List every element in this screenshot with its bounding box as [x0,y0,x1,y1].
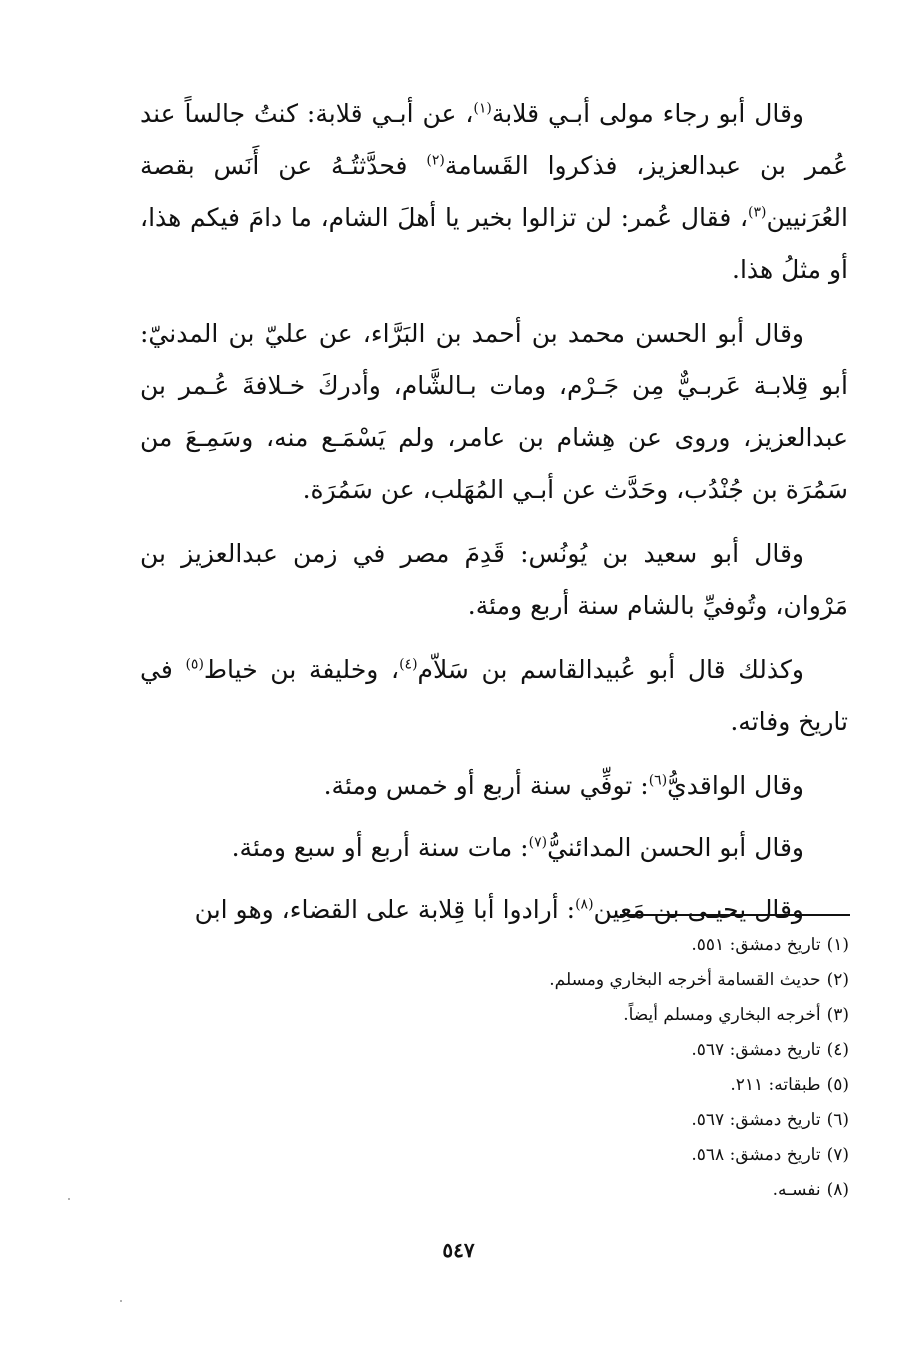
text-segment: ، فقال عُمر: لن تزالوا بخير يا أهلَ الشام، ما دامَ فيكم هذا، أو مثلُ هذا. [140,203,848,284]
footnote-text: تاريخ دمشق: ٥٥١. [691,935,821,955]
footnote-item [429,1103,849,1138]
footnote-item [429,1138,849,1173]
paragraph-madaini [140,822,848,874]
footnote-item [429,1068,849,1103]
footnote-ref-1[interactable]: (١) [473,100,492,117]
text-segment: فحدَّثتُـهُ عن أَنَس بقصة العُرَنيين [140,151,848,232]
scan-speck [120,1300,122,1302]
footnote-text: نفسـه. [772,1180,821,1200]
text-segment: وقال أبو سعيد بن يُونُس: قَدِمَ مصر في زمن عبدالعزيز بن مَرْوان، وتُوفيِّ بالشام سنة أربع ومئة. [140,539,848,620]
text-segment: وقال يحيـى بن مَعِين [593,895,804,924]
paragraph-abu-ubaid [140,644,848,748]
footnote-ref-3[interactable]: (٣) [748,204,767,221]
text-segment: وقال أبو الحسن المدائنيُّ [547,833,804,862]
footnote-ref-8[interactable]: (٨) [575,896,594,913]
page-number: ٥٤٧ [442,1238,475,1262]
text-segment: ، وخليفة بن خياط [203,655,400,684]
footnote-ref-5[interactable]: (٥) [185,656,204,673]
paragraph-abu-said [140,528,848,632]
text-segment: وكذلك قال أبو عُبيدالقاسم بن سَلاّم [417,655,804,684]
text-segment: : توفِّي سنة أربع أو خمس ومئة. [323,771,649,800]
text-segment: ، عن أبـي قلابة: كنتُ جالساً عند عُمر بن عبدالعزيز، فذكروا القَسامة [140,99,848,180]
footnote-item [429,1173,849,1208]
footnote-item [429,1033,849,1068]
footnote-ref-2[interactable]: (٢) [426,152,445,169]
text-segment: : أرادوا أبا قِلابة على القضاء، وهو ابن [194,895,576,924]
footnote-number: (٤) [826,1040,849,1060]
scan-speck [68,1198,70,1200]
paragraph-abu-raja [140,88,848,296]
footnote-number: (١) [826,935,849,955]
footnote-text: تاريخ دمشق: ٥٦٧. [691,1110,821,1130]
text-segment: في تاريخ وفاته. [140,655,848,736]
footnote-text: تاريخ دمشق: ٥٦٧. [691,1040,821,1060]
footnote-separator [620,914,850,916]
footnote-item [429,928,849,963]
text-segment: وقال الواقديُّ [667,771,804,800]
footnote-number: (٦) [826,1110,849,1130]
footnote-text: طبقاته: ٢١١. [730,1075,821,1095]
footnote-number: (٧) [826,1145,849,1165]
main-text [140,88,848,948]
footnote-ref-4[interactable]: (٤) [399,656,418,673]
paragraph-waqidi [140,760,848,812]
footnote-ref-7[interactable]: (٧) [528,834,548,851]
footnote-text: أخرجه البخاري ومسلم أيضاً. [623,1005,821,1025]
text-segment: وقال أبو الحسن محمد بن أحمد بن البَرَّاء، عن عليّ بن المدنيّ: أبو قِلابـة عَربـيٌّ مِن جَـرْم، ومات بـالشَّام، وأدركَ خـلافةَ عُـمر بن عبدالعزيز، وروى عن هِشام بن عامر، ولم يَسْمَـع منه، وسَمِـعَ من سَمُرَة بن جُنْدُب، وحَدَّث عن أبـي المُهَلب، عن سَمُرَة. [140,319,848,504]
footnote-number: (٥) [826,1075,849,1095]
footnote-number: (٨) [826,1180,849,1200]
footnotes-list [429,928,849,1208]
footnote-text: حديث القسامة أخرجه البخاري ومسلم. [549,970,821,990]
footnote-text: تاريخ دمشق: ٥٦٨. [691,1145,821,1165]
footnote-item [429,998,849,1033]
text-segment: : مات سنة أربع أو سبع ومئة. [231,833,529,862]
footnote-number: (٢) [826,970,849,990]
footnote-number: (٣) [826,1005,849,1025]
paragraph-abu-al-hasan [140,308,848,516]
footnote-item [429,963,849,998]
text-segment: وقال أبو رجاء مولى أبـي قلابة [491,99,804,128]
footnote-ref-6[interactable]: (٦) [648,772,668,789]
